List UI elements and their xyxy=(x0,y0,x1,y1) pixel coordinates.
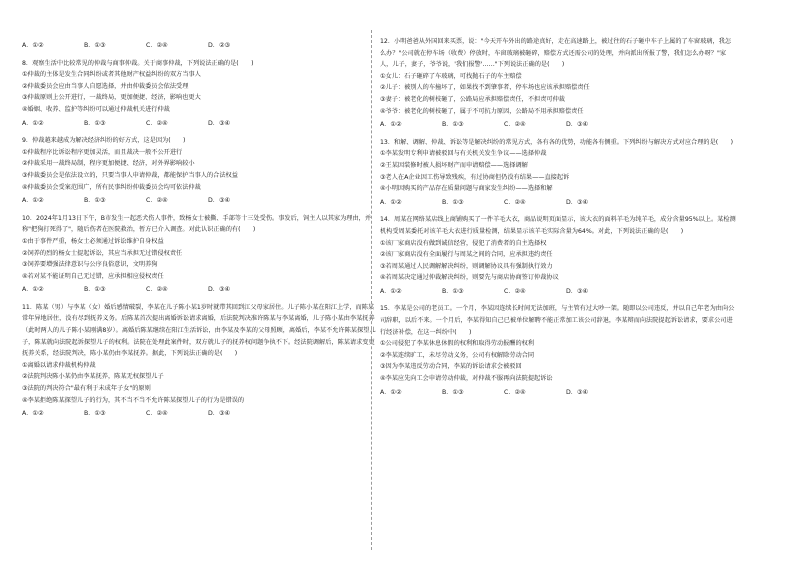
question-stem: 9．仲裁越来越成为解决经济纠纷的好方式，这是因为( ) xyxy=(22,137,186,145)
statement-option: ①女儿：石子砸碎了车玻璃，可找抛石子的车主赔偿 xyxy=(380,72,522,80)
statement-option: ④小明因购买的产品存在质量问题与商家发生纠纷——选择和解 xyxy=(380,185,553,193)
statement-option: ③仲裁委员会是依法设立的，只要当事人申请仲裁，都能保护当事人的合法权益 xyxy=(22,171,238,179)
statement-option: ①离婚以请求仲裁机构仲裁 xyxy=(22,361,96,369)
column-divider xyxy=(371,30,372,550)
answer-choices xyxy=(380,286,736,298)
question-stem: 11．陈某（男）与李某（女）婚后感情破裂，李某在儿子陈小某1岁时就带其回到江父母家居住。儿子陈小某在阳江上学，而陈某常年异地居住，没有尽到抚养义务。后陈某首次提出离婚诉讼请求离婚，后法院判决准许陈某与李某离婚，儿子陈小某由李某抚养（此时两人的儿子陈小某刚满8岁）。离婚后陈某继续在阳江生活诉讼，由李某及李某的父母照顾，离婚后，李某不允许陈某探望儿子，陈某就向法院起诉探望儿子的权利。法院在处理此案件时，双方就儿子的抚养权问题争执不下。经法院调解后，陈某请求变更抚养关系，经法院判决，陈小某仍由李某抚养。据此，下列说法正确的是( ) xyxy=(22,303,376,358)
question-stem: 8．观察生活中比较常见的仲裁与商事仲裁。关于商事仲裁，下列说法正确的是( ) xyxy=(22,59,254,67)
question xyxy=(22,135,378,207)
answer-choice: D．③④ xyxy=(208,197,231,205)
statement-option: ③法院的判决符合"最有利于未成年子女"的原则 xyxy=(22,385,151,393)
answer-choice: B．①③ xyxy=(84,197,106,205)
statement-option: ④若周某决定通过仲裁解决纠纷，则要先与商店协商签订仲裁协议 xyxy=(380,274,559,282)
statement-option: ②王某因装修时被人损坏财产而申请赔偿——选择调解 xyxy=(380,161,528,169)
answer-choices xyxy=(380,197,736,209)
statement-option: ①由于事件严重，杨女士必须通过诉讼维护自身权益 xyxy=(22,237,164,245)
question-stem: 12．小明爸爸从外国回来买票，说："今天开车外出的路途真好，走在高速路上，被过往的石子砸中车子上属的了车窗玻璃，我怎么办？"公司就在停车场（收费）停放时，车窗玻璃被砸碎，赔偿方式还需公司的处理，并向派出所报了警，我们怎么办呀？"家人，儿子，妻子，爷爷说，'我们报警'……"下列说法正确的是( ) xyxy=(380,38,732,69)
answer-choice: C．②④ xyxy=(504,388,526,396)
statement-option: ②饲养的烈的杨女士提起诉讼，其应当承担无过错侵权责任 xyxy=(22,249,183,257)
statement-option: ②仲裁委员会应由当事人自愿选择，并由仲裁委员会依法受理 xyxy=(22,82,189,90)
answer-choice: C．②④ xyxy=(146,197,168,205)
question-stem: 10．2024年1月13日下午，B市发生一起恶犬伤人事件，致杨女士被撕、手部等十三处受伤。事发后，饲主人以其家为理由，并称"把狗打死得了"，随后伤者在医院救治，暂方已介入调查。对此认识正确的有( ) xyxy=(22,214,372,234)
answer-choice: B．①③ xyxy=(442,388,464,396)
statement-option: ③妻子：被老化的树枝砸了，公路局应承担赔偿责任，不担责可仲裁 xyxy=(380,95,565,103)
statement-option: ④李某拒绝陈某探望儿子的行为，其不当不当不允许陈某探望儿子的行为是错误的 xyxy=(22,396,245,404)
answer-choice: A．①② xyxy=(380,287,402,295)
right-column xyxy=(380,36,736,404)
answer-choices xyxy=(22,284,378,296)
answer-choice: A．①② xyxy=(380,198,402,206)
answer-choice: A．①② xyxy=(380,121,402,129)
statement-option: ②仲裁采用一裁终局制，程序更加便捷、经济，对外界影响较小 xyxy=(22,160,195,168)
answer-choice: B．①③ xyxy=(442,121,464,129)
answer-choice: A．①② xyxy=(22,410,44,418)
statement-option: ②儿子：被别人的车撞坏了，如果找不到肇事者，停车场也应该承担赔偿责任 xyxy=(380,84,590,92)
answer-choice: C．②④ xyxy=(146,119,168,127)
statement-option: ①仲裁的主体是发生合同纠纷或者其他财产权益纠纷的双方当事人 xyxy=(22,71,201,79)
question-stem: 14．周某在网络某店线上商铺购买了一件羊毛大衣，商品说明页面显示，该大衣的面料羊毛为纯羊毛，成分含量95%以上。某检测机构受周某委托对该羊毛大衣进行质量检测，结果显示该羊毛实际含量为64%。对此，下列说法正确的是( ) xyxy=(380,216,736,235)
statement-option: ①李某发明专利申请被驳回与有关机关发生争议——选择仲裁 xyxy=(380,150,547,158)
question-stem: 13．和解、调解、仲裁、诉讼等是解决纠纷的常见方式，各有各的优势，功能各有侧重。下列纠纷与解决方式对应合理的是( ) xyxy=(380,138,734,146)
answer-choice: D．③④ xyxy=(566,198,589,206)
answer-choice: D．③④ xyxy=(208,410,231,418)
statement-option: ④李某应先向工会申请劳动仲裁，对仲裁不服再向法院提起诉讼 xyxy=(380,375,553,383)
statement-option: ④婚姻、收养、监护等纠纷可以通过仲裁机关进行仲裁 xyxy=(22,105,170,113)
answer-choices xyxy=(22,118,378,130)
answer-choice: A．①② xyxy=(22,286,44,294)
statement-option: ②法院判决陈小某仍由李某抚养，陈某无权探望儿子 xyxy=(22,373,164,381)
answer-choices xyxy=(22,195,378,207)
statement-option: ②该厂家商店没有全面履行与周某之间的合同，应承担违约责任 xyxy=(380,251,553,259)
answer-choice: C．②④ xyxy=(504,198,526,206)
question xyxy=(22,302,378,420)
answer-choices xyxy=(380,119,736,131)
answer-choice: B．①③ xyxy=(442,198,464,206)
statement-option: ③饲养要增强法律意识与公序良俗意识，文明养狗 xyxy=(22,261,158,269)
question xyxy=(380,303,736,398)
answer-choice: D．③④ xyxy=(208,119,231,127)
statement-option: ①该厂家商店没有做到诚信经营，侵犯了消费者的自主选择权 xyxy=(380,239,547,247)
answer-choice: C．②④ xyxy=(146,286,168,294)
answer-choice: C．②④ xyxy=(146,410,168,418)
statement-option: ①仲裁程序比诉讼程序更加灵活，而且裁决一般不公开进行 xyxy=(22,148,183,156)
answer-choice: D．③④ xyxy=(566,388,589,396)
statement-option: ③若周某通过人民调解解决纠纷，则调解协议具有强制执行效力 xyxy=(380,262,553,270)
statement-option: ③因为李某违反劳动合同，李某的诉讼请求会被驳回 xyxy=(380,363,522,371)
answer-choice: D．②③ xyxy=(208,42,231,49)
answer-choice: A．①② xyxy=(22,119,44,127)
answer-choices xyxy=(380,387,736,399)
answer-choice: D．③④ xyxy=(566,287,589,295)
question-stem: 15．李某是公司的老员工。一个月，李某因连续长时间无法加班，与主管有过大吵一架。随即以公司违反，并以自己年老为由向公司辞职，以后不来。一个月后，李某得知自己已被单位解聘不能正常加工该公司辞退，李某辩而向法院提起诉讼请求，要求公司进行经济补偿，在这一纠纷中( ) xyxy=(380,305,735,336)
answer-choice: B．①③ xyxy=(84,286,106,294)
answer-choice: C．②④ xyxy=(504,121,526,129)
answer-choice: D．③④ xyxy=(208,286,231,294)
answer-choice: A．①② xyxy=(22,42,44,49)
statement-option: ④仲裁委员会受案范围广，所有民事纠纷仲裁委员会均可依法仲裁 xyxy=(22,183,201,191)
question xyxy=(22,58,378,130)
question xyxy=(380,36,736,131)
statement-option: ②李某连续旷工，未尽劳动义务，公司有权解除劳动合同 xyxy=(380,351,535,359)
answer-choice: A．①② xyxy=(380,388,402,396)
statement-option: ③仲裁原则上公开进行，一裁终局，更加便捷、经济，影响也更大 xyxy=(22,94,201,102)
statement-option: ③老人在A企业因工伤导致残疾，有过协商但仍没有结果——直接起诉 xyxy=(380,173,570,181)
answer-choice: D．③④ xyxy=(566,121,589,129)
statement-option: ①公司侵犯了李某休息休假的权利和取得劳动报酬的权利 xyxy=(380,340,535,348)
statement-option: ④爷爷：被老化的树枝砸了，属于不可抗力原因，公路局不用承担赔偿责任 xyxy=(380,107,584,115)
left-column xyxy=(22,38,378,426)
question xyxy=(380,137,736,209)
question xyxy=(380,214,736,297)
answer-choice: B．①③ xyxy=(84,42,106,49)
answer-choice: B．①③ xyxy=(442,287,464,295)
answer-choices xyxy=(22,408,378,420)
answer-choice: B．①③ xyxy=(84,119,106,127)
answer-choice: C．②④ xyxy=(504,287,526,295)
answer-choices xyxy=(22,40,378,52)
statement-option: ④若对某不能证明自己无过错，应承担相应侵权责任 xyxy=(22,272,164,280)
answer-choice: B．①③ xyxy=(84,410,106,418)
answer-choice: A．①② xyxy=(22,197,44,205)
answer-choice: C．②④ xyxy=(146,42,168,49)
question xyxy=(22,213,378,296)
